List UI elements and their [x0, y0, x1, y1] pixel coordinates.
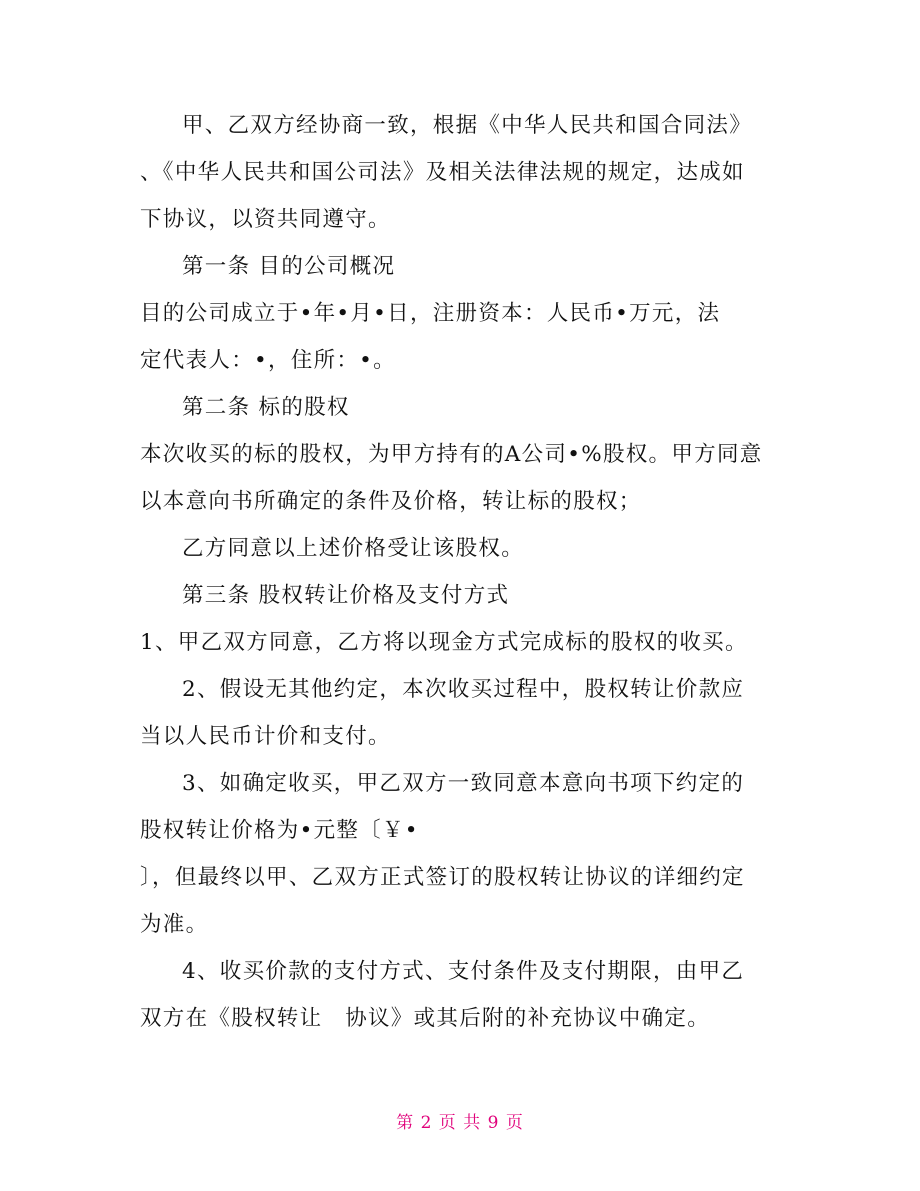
- section-heading-3: 第三条 股权转让价格及支付方式: [182, 583, 510, 608]
- paragraph-line: 甲、乙双方经协商一致，根据《中华人民共和国合同法》: [182, 113, 753, 138]
- clause-1-line: 1、甲乙双方同意，乙方将以现金方式完成标的股权的收买。: [140, 630, 748, 655]
- paragraph-line: 当以人民币计价和支付。: [140, 724, 391, 749]
- paragraph-line: 双方在《股权转让 协议》或其后附的补充协议中确定。: [140, 1006, 711, 1031]
- paragraph-line: 目的公司成立于•年•月•日，注册资本：人民币•万元，法: [140, 301, 721, 326]
- clause-2-line: 2、假设无其他约定，本次收买过程中，股权转让价款应: [182, 677, 745, 702]
- clause-3-line: 3、如确定收买，甲乙双方一致同意本意向书项下约定的: [182, 771, 745, 796]
- paragraph-line: 定代表人：•，住所：•。: [140, 348, 396, 373]
- paragraph-line: 本次收买的标的股权，为甲方持有的A公司•%股权。甲方同意: [140, 442, 763, 467]
- paragraph-line: 、《中华人民共和国公司法》及相关法律法规的规定，达成如: [140, 160, 745, 185]
- clause-4-line: 4、收买价款的支付方式、支付条件及支付期限，由甲乙: [182, 959, 745, 984]
- paragraph-line: 下协议，以资共同遵守。: [140, 207, 391, 232]
- paragraph-line: 〕，但最终以甲、乙双方正式签订的股权转让协议的详细约定: [140, 865, 745, 890]
- paragraph-line: 为准。: [140, 912, 209, 937]
- page-indicator: 第 2 页 共 9 页: [396, 1113, 524, 1133]
- section-heading-1: 第一条 目的公司概况: [182, 254, 396, 279]
- paragraph-line: 股权转让价格为•元整〔￥•: [140, 818, 419, 843]
- paragraph-line: 以本意向书所确定的条件及价格，转让标的股权；: [140, 489, 642, 514]
- paragraph-line: 乙方同意以上述价格受让该股权。: [182, 536, 525, 561]
- section-heading-2: 第二条 标的股权: [182, 395, 350, 420]
